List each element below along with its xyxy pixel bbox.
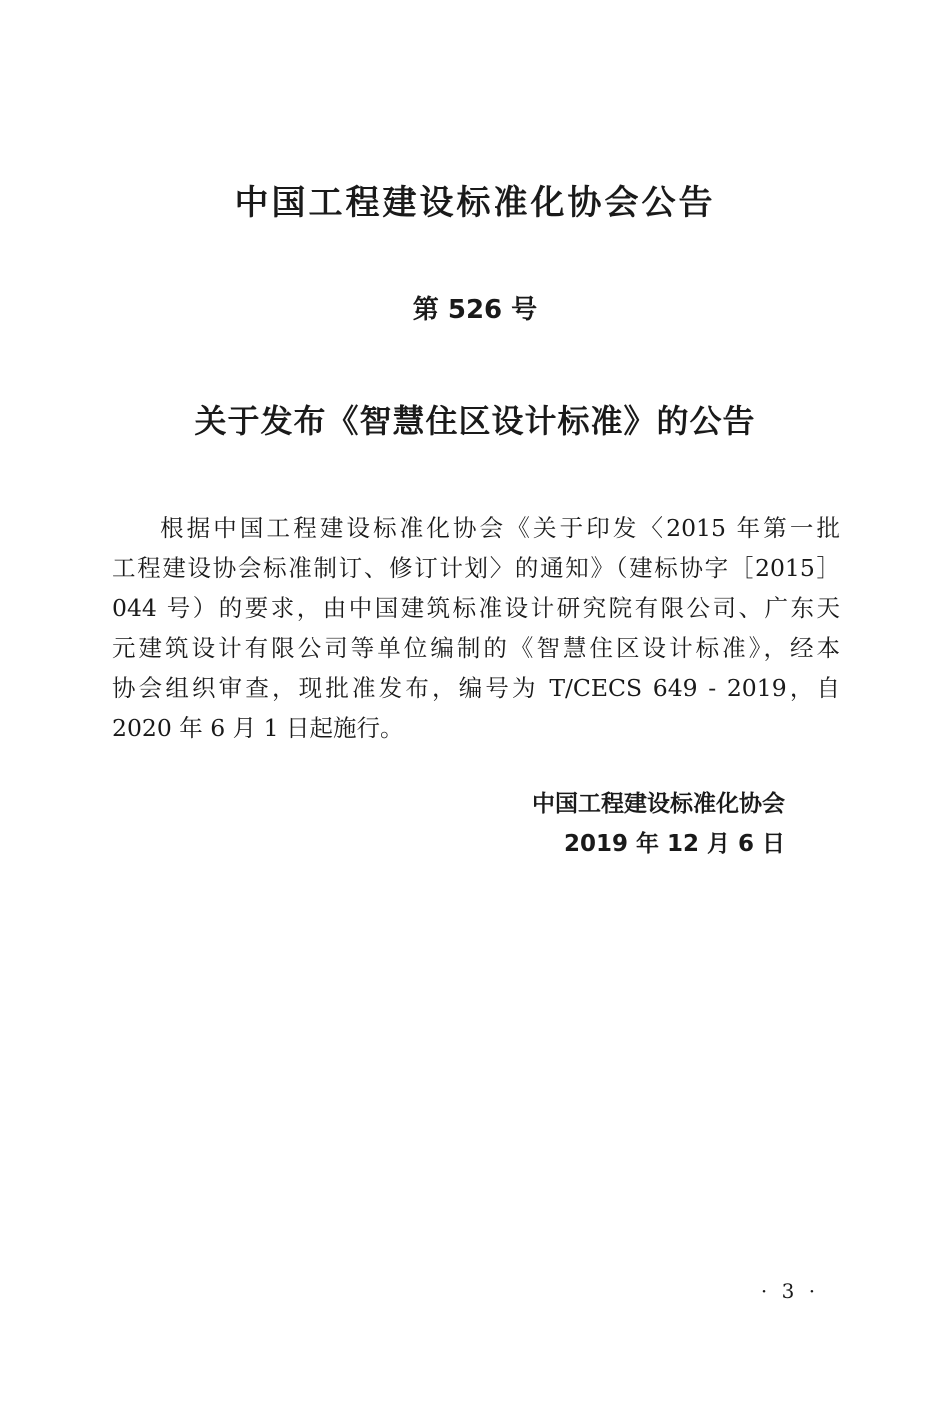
body-line: 根据中国工程建设标准化协会《关于印发〈2015 年第一批: [160, 514, 840, 542]
main-title: 中国工程建设标准化协会公告: [234, 183, 716, 223]
issuer-signature: 中国工程建设标准化协会: [532, 791, 785, 817]
announcement-subtitle: 关于发布《智慧住区设计标准》的公告: [194, 402, 756, 440]
announcement-number: 第 526 号: [412, 295, 538, 325]
body-line: 协会组织审查，现批准发布，编号为 T/CECS 649 - 2019，自: [112, 674, 840, 702]
issue-date: 2019 年 12 月 6 日: [563, 831, 785, 857]
body-line: 2020 年 6 月 1 日起施行。: [112, 714, 404, 742]
body-paragraph: [112, 508, 840, 748]
page-number: · 3 ·: [760, 1279, 820, 1303]
body-line: 工程建设协会标准制订、修订计划〉的通知》（建标协字［2015］: [112, 554, 840, 582]
body-line: 044 号）的要求，由中国建筑标准设计研究院有限公司、广东天: [112, 594, 840, 622]
body-line: 元建筑设计有限公司等单位编制的《智慧住区设计标准》，经本: [112, 634, 840, 662]
